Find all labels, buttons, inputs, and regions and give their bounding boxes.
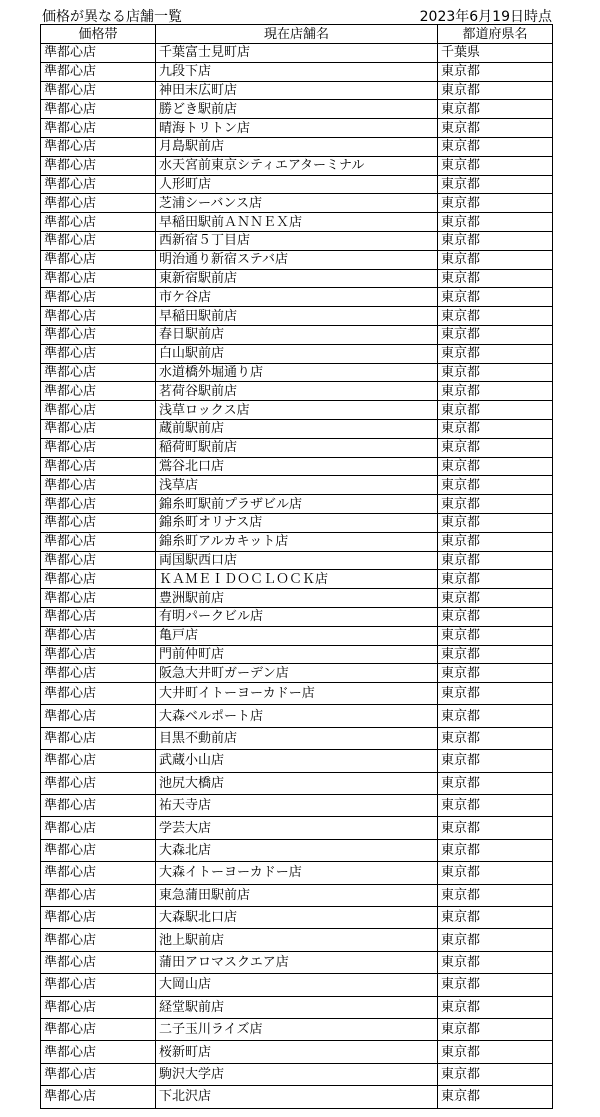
store-name-cell: 浅草ロックス店	[156, 401, 438, 420]
table-row	[41, 817, 553, 839]
prefecture-cell: 東京都	[438, 250, 553, 269]
store-name-cell: 学芸大店	[156, 817, 438, 839]
store-name-cell: 亀戸店	[156, 626, 438, 645]
table-row	[41, 213, 553, 232]
store-name-cell: 茗荷谷駅前店	[156, 382, 438, 401]
table-row	[41, 513, 553, 532]
table-row	[41, 929, 553, 951]
store-name-cell: 池尻大橋店	[156, 772, 438, 794]
store-table	[40, 24, 553, 1109]
prefecture-cell: 東京都	[438, 401, 553, 420]
table-row	[41, 119, 553, 138]
table-row	[41, 626, 553, 645]
price-tier-cell: 準都心店	[41, 344, 156, 363]
price-tier-cell: 準都心店	[41, 476, 156, 495]
table-row	[41, 438, 553, 457]
price-tier-cell: 準都心店	[41, 175, 156, 194]
store-name-cell: 大岡山店	[156, 974, 438, 996]
price-tier-cell: 準都心店	[41, 382, 156, 401]
column-header-price-tier: 価格帯	[41, 25, 156, 44]
store-name-cell: 浅草店	[156, 476, 438, 495]
store-name-cell: 二子玉川ライズ店	[156, 1018, 438, 1040]
table-row	[41, 884, 553, 906]
table-row	[41, 44, 553, 63]
prefecture-cell: 東京都	[438, 419, 553, 438]
prefecture-cell: 東京都	[438, 626, 553, 645]
as-of-date: 2023年6月19日時点	[419, 9, 552, 25]
price-tier-cell: 準都心店	[41, 839, 156, 861]
store-name-cell: 下北沢店	[156, 1086, 438, 1108]
prefecture-cell: 東京都	[438, 974, 553, 996]
table-row	[41, 996, 553, 1018]
price-tier-cell: 準都心店	[41, 137, 156, 156]
store-name-cell: 豊洲駅前店	[156, 589, 438, 608]
store-name-cell: 大井町イトーヨーカドー店	[156, 683, 438, 705]
prefecture-cell: 東京都	[438, 457, 553, 476]
prefecture-cell: 東京都	[438, 532, 553, 551]
price-tier-cell: 準都心店	[41, 974, 156, 996]
prefecture-cell: 東京都	[438, 862, 553, 884]
store-name-cell: 勝どき駅前店	[156, 100, 438, 119]
price-tier-cell: 準都心店	[41, 1086, 156, 1108]
prefecture-cell: 東京都	[438, 307, 553, 326]
store-name-cell: 晴海トリトン店	[156, 119, 438, 138]
prefecture-cell: 東京都	[438, 513, 553, 532]
price-tier-cell: 準都心店	[41, 156, 156, 175]
prefecture-cell: 東京都	[438, 607, 553, 626]
store-name-cell: 桜新町店	[156, 1041, 438, 1063]
prefecture-cell: 東京都	[438, 175, 553, 194]
table-row	[41, 532, 553, 551]
document-header	[40, 4, 552, 24]
price-tier-cell: 準都心店	[41, 570, 156, 589]
table-row	[41, 231, 553, 250]
table-row	[41, 664, 553, 683]
store-name-cell: 東急蒲田駅前店	[156, 884, 438, 906]
price-tier-cell: 準都心店	[41, 1018, 156, 1040]
price-tier-cell: 準都心店	[41, 194, 156, 213]
table-row	[41, 325, 553, 344]
table-row	[41, 62, 553, 81]
store-name-cell: 錦糸町駅前プラザビル店	[156, 495, 438, 514]
header-row	[41, 25, 553, 44]
prefecture-cell: 東京都	[438, 382, 553, 401]
price-tier-cell: 準都心店	[41, 884, 156, 906]
prefecture-cell: 東京都	[438, 907, 553, 929]
price-tier-cell: 準都心店	[41, 269, 156, 288]
store-name-cell: 西新宿５丁目店	[156, 231, 438, 250]
table-row	[41, 1018, 553, 1040]
prefecture-cell: 東京都	[438, 951, 553, 973]
store-name-cell: 大森ベルポート店	[156, 705, 438, 727]
prefecture-cell: 東京都	[438, 1086, 553, 1108]
prefecture-cell: 東京都	[438, 269, 553, 288]
table-row	[41, 156, 553, 175]
table-row	[41, 862, 553, 884]
price-tier-cell: 準都心店	[41, 705, 156, 727]
prefecture-cell: 東京都	[438, 231, 553, 250]
price-tier-cell: 準都心店	[41, 929, 156, 951]
store-name-cell: 早稲田駅前店	[156, 307, 438, 326]
column-header-store-name: 現在店舗名	[156, 25, 438, 44]
prefecture-cell: 東京都	[438, 194, 553, 213]
store-name-cell: 駒沢大学店	[156, 1063, 438, 1085]
table-row	[41, 570, 553, 589]
prefecture-cell: 東京都	[438, 288, 553, 307]
document-title: 価格が異なる店舗一覧	[42, 9, 182, 25]
store-name-cell: 千葉富士見町店	[156, 44, 438, 63]
column-header-prefecture: 都道府県名	[438, 25, 553, 44]
price-tier-cell: 準都心店	[41, 288, 156, 307]
prefecture-cell: 東京都	[438, 363, 553, 382]
prefecture-cell: 東京都	[438, 1018, 553, 1040]
table-row	[41, 645, 553, 664]
price-tier-cell: 準都心店	[41, 817, 156, 839]
price-tier-cell: 準都心店	[41, 1041, 156, 1063]
price-tier-cell: 準都心店	[41, 795, 156, 817]
price-tier-cell: 準都心店	[41, 419, 156, 438]
table-row	[41, 307, 553, 326]
prefecture-cell: 東京都	[438, 62, 553, 81]
store-name-cell: ＫＡＭＥＩＤＯＣＬＯＣＫ店	[156, 570, 438, 589]
prefecture-cell: 千葉県	[438, 44, 553, 63]
store-name-cell: 両国駅西口店	[156, 551, 438, 570]
price-tier-cell: 準都心店	[41, 862, 156, 884]
store-name-cell: 祐天寺店	[156, 795, 438, 817]
price-tier-cell: 準都心店	[41, 589, 156, 608]
store-name-cell: 経堂駅前店	[156, 996, 438, 1018]
table-row	[41, 907, 553, 929]
prefecture-cell: 東京都	[438, 325, 553, 344]
price-tier-cell: 準都心店	[41, 81, 156, 100]
prefecture-cell: 東京都	[438, 884, 553, 906]
prefecture-cell: 東京都	[438, 645, 553, 664]
store-name-cell: 大森北店	[156, 839, 438, 861]
table-row	[41, 495, 553, 514]
price-tier-cell: 準都心店	[41, 231, 156, 250]
prefecture-cell: 東京都	[438, 727, 553, 749]
price-tier-cell: 準都心店	[41, 44, 156, 63]
store-name-cell: 九段下店	[156, 62, 438, 81]
prefecture-cell: 東京都	[438, 156, 553, 175]
price-tier-cell: 準都心店	[41, 457, 156, 476]
prefecture-cell: 東京都	[438, 213, 553, 232]
store-name-cell: 明治通り新宿ステバ店	[156, 250, 438, 269]
store-name-cell: 稲荷町駅前店	[156, 438, 438, 457]
prefecture-cell: 東京都	[438, 344, 553, 363]
store-name-cell: 月島駅前店	[156, 137, 438, 156]
table-row	[41, 194, 553, 213]
prefecture-cell: 東京都	[438, 1063, 553, 1085]
store-name-cell: 錦糸町オリナス店	[156, 513, 438, 532]
prefecture-cell: 東京都	[438, 750, 553, 772]
prefecture-cell: 東京都	[438, 438, 553, 457]
table-row	[41, 1063, 553, 1085]
price-tier-cell: 準都心店	[41, 363, 156, 382]
prefecture-cell: 東京都	[438, 570, 553, 589]
price-tier-cell: 準都心店	[41, 532, 156, 551]
table-row	[41, 1086, 553, 1108]
prefecture-cell: 東京都	[438, 81, 553, 100]
table-row	[41, 1041, 553, 1063]
table-body	[41, 44, 553, 1109]
price-tier-cell: 準都心店	[41, 1063, 156, 1085]
table-row	[41, 839, 553, 861]
prefecture-cell: 東京都	[438, 1041, 553, 1063]
table-row	[41, 750, 553, 772]
table-row	[41, 607, 553, 626]
prefecture-cell: 東京都	[438, 929, 553, 951]
store-name-cell: 芝浦シーバンス店	[156, 194, 438, 213]
price-tier-cell: 準都心店	[41, 607, 156, 626]
prefecture-cell: 東京都	[438, 119, 553, 138]
store-name-cell: 錦糸町アルカキット店	[156, 532, 438, 551]
store-name-cell: 早稲田駅前ＡＮＮＥＸ店	[156, 213, 438, 232]
table-row	[41, 476, 553, 495]
table-row	[41, 269, 553, 288]
price-tier-cell: 準都心店	[41, 62, 156, 81]
table-row	[41, 363, 553, 382]
table-row	[41, 100, 553, 119]
price-tier-cell: 準都心店	[41, 626, 156, 645]
store-name-cell: 水天宮前東京シティエアターミナル	[156, 156, 438, 175]
price-tier-cell: 準都心店	[41, 100, 156, 119]
table-row	[41, 175, 553, 194]
table-row	[41, 589, 553, 608]
price-tier-cell: 準都心店	[41, 325, 156, 344]
price-tier-cell: 準都心店	[41, 438, 156, 457]
store-name-cell: 神田末広町店	[156, 81, 438, 100]
price-tier-cell: 準都心店	[41, 664, 156, 683]
table-row	[41, 683, 553, 705]
store-name-cell: 大森イトーヨーカドー店	[156, 862, 438, 884]
table-row	[41, 705, 553, 727]
prefecture-cell: 東京都	[438, 589, 553, 608]
price-tier-cell: 準都心店	[41, 645, 156, 664]
table-row	[41, 951, 553, 973]
table-row	[41, 727, 553, 749]
table-row	[41, 974, 553, 996]
prefecture-cell: 東京都	[438, 795, 553, 817]
prefecture-cell: 東京都	[438, 839, 553, 861]
price-tier-cell: 準都心店	[41, 213, 156, 232]
price-tier-cell: 準都心店	[41, 772, 156, 794]
table-row	[41, 419, 553, 438]
table-row	[41, 551, 553, 570]
store-name-cell: 池上駅前店	[156, 929, 438, 951]
price-tier-cell: 準都心店	[41, 727, 156, 749]
table-row	[41, 250, 553, 269]
price-tier-cell: 準都心店	[41, 907, 156, 929]
table-row	[41, 795, 553, 817]
store-name-cell: 水道橋外堀通り店	[156, 363, 438, 382]
price-tier-cell: 準都心店	[41, 119, 156, 138]
store-name-cell: 門前仲町店	[156, 645, 438, 664]
prefecture-cell: 東京都	[438, 100, 553, 119]
price-tier-cell: 準都心店	[41, 495, 156, 514]
price-tier-cell: 準都心店	[41, 513, 156, 532]
store-name-cell: 蒲田アロマスクエア店	[156, 951, 438, 973]
store-name-cell: 東新宿駅前店	[156, 269, 438, 288]
table-row	[41, 344, 553, 363]
price-tier-cell: 準都心店	[41, 750, 156, 772]
table-row	[41, 401, 553, 420]
prefecture-cell: 東京都	[438, 817, 553, 839]
store-name-cell: 市ケ谷店	[156, 288, 438, 307]
price-tier-cell: 準都心店	[41, 307, 156, 326]
table-row	[41, 382, 553, 401]
table-row	[41, 288, 553, 307]
store-name-cell: 鴬谷北口店	[156, 457, 438, 476]
table-row	[41, 457, 553, 476]
prefecture-cell: 東京都	[438, 476, 553, 495]
prefecture-cell: 東京都	[438, 705, 553, 727]
store-name-cell: 阪急大井町ガーデン店	[156, 664, 438, 683]
table-row	[41, 81, 553, 100]
prefecture-cell: 東京都	[438, 495, 553, 514]
prefecture-cell: 東京都	[438, 137, 553, 156]
store-name-cell: 人形町店	[156, 175, 438, 194]
table-header	[41, 25, 553, 44]
store-name-cell: 大森駅北口店	[156, 907, 438, 929]
table-row	[41, 137, 553, 156]
price-tier-cell: 準都心店	[41, 683, 156, 705]
price-tier-cell: 準都心店	[41, 250, 156, 269]
table-row	[41, 772, 553, 794]
prefecture-cell: 東京都	[438, 996, 553, 1018]
prefecture-cell: 東京都	[438, 664, 553, 683]
price-tier-cell: 準都心店	[41, 401, 156, 420]
store-name-cell: 白山駅前店	[156, 344, 438, 363]
price-tier-cell: 準都心店	[41, 951, 156, 973]
store-name-cell: 武蔵小山店	[156, 750, 438, 772]
prefecture-cell: 東京都	[438, 683, 553, 705]
prefecture-cell: 東京都	[438, 772, 553, 794]
price-tier-cell: 準都心店	[41, 551, 156, 570]
prefecture-cell: 東京都	[438, 551, 553, 570]
store-name-cell: 春日駅前店	[156, 325, 438, 344]
price-tier-cell: 準都心店	[41, 996, 156, 1018]
store-name-cell: 蔵前駅前店	[156, 419, 438, 438]
store-name-cell: 有明パークビル店	[156, 607, 438, 626]
store-name-cell: 目黒不動前店	[156, 727, 438, 749]
